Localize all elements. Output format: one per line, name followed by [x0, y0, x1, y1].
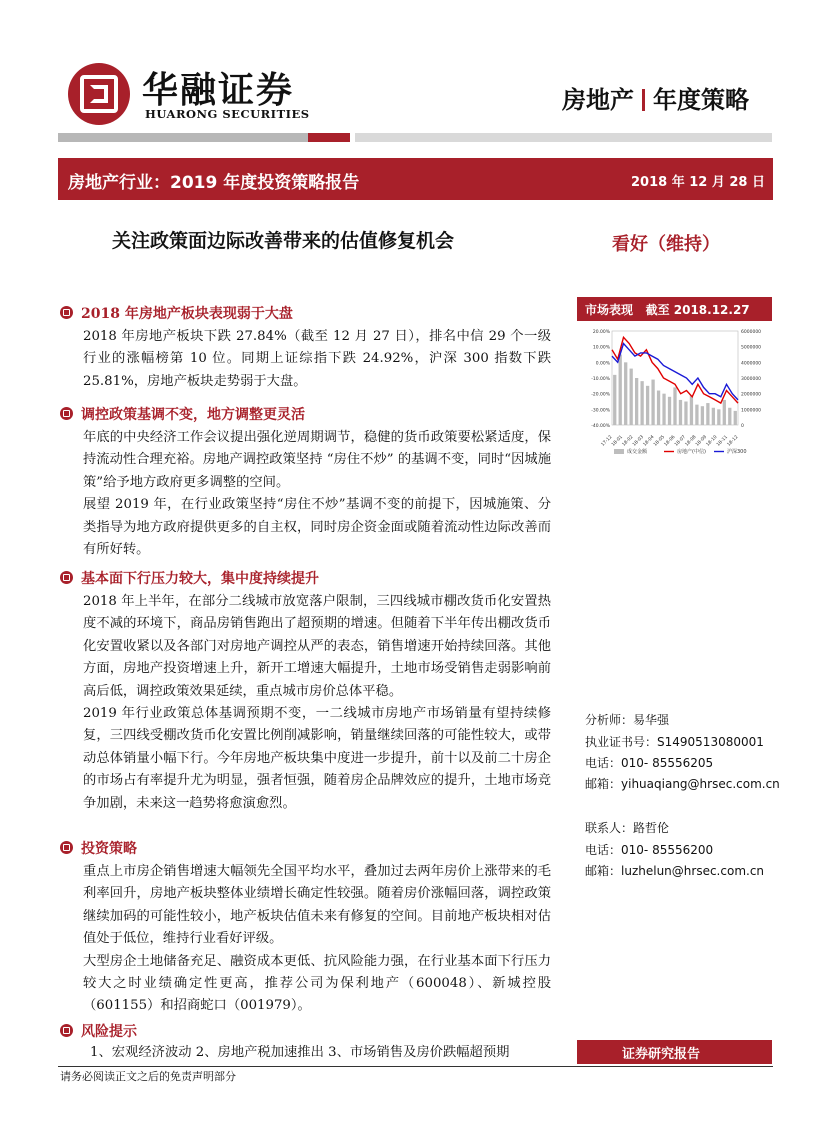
volume-bar: [657, 391, 660, 425]
analyst-name: 易华强: [633, 713, 670, 727]
analyst-row: 分析师：易华强: [585, 713, 670, 727]
paragraph: 2019 年行业政策总体基调预期不变，一二线城市房地产市场销量有望持续修复，三四线受棚改货币化安置比例削减影响，销量继续回落的可能性较大，或带动总体销量小幅下行。今年房地产板块集中度进一步提升，前十以及前二十房企的市场占有率提升尤为明显，强者恒强，随着房企品牌效应的提升，土地市场竞争加剧，未来这一趋势将愈演愈烈。: [83, 706, 551, 811]
x-tick-label: 18-11: [716, 434, 729, 448]
y-left-tick-label: 20.00%: [592, 330, 610, 335]
legend-label: 沪深300: [727, 449, 747, 455]
y-left-tick-label: 0.00%: [595, 361, 610, 367]
x-tick-label: 18-08: [684, 434, 698, 448]
y-left-tick-label: -10.00%: [591, 377, 610, 382]
contact-name: 路哲伦: [633, 821, 670, 835]
company-logo-icon: [68, 63, 130, 125]
x-tick-label: 18-05: [653, 434, 666, 448]
market-header: [585, 301, 750, 318]
section-heading: 风险提示: [60, 1021, 580, 1041]
x-tick-label: 17-12: [600, 434, 614, 448]
legend-label: 成交金额: [627, 449, 648, 455]
legend-label: 房地产(中信): [677, 449, 706, 455]
license-number: S1490513080001: [657, 735, 764, 749]
sector-label: 房地产: [562, 86, 634, 114]
header-stripe-accent: [308, 133, 350, 142]
contact-phone: 010- 85556200: [621, 843, 714, 857]
y-right-tick-label: 5000000: [741, 345, 762, 351]
report-category: [562, 80, 749, 115]
section-bullet-icon: [60, 841, 73, 854]
license-row: 执业证书号：S1490513080001: [585, 735, 764, 749]
contact-email[interactable]: luzhelun@hrsec.com.cn: [621, 864, 765, 878]
market-label: 市场表现: [585, 303, 634, 317]
brand-name-cn: 华融证券: [142, 70, 295, 111]
legend-swatch: [614, 449, 624, 454]
section-4: [60, 838, 551, 1018]
y-right-tick-label: 4000000: [741, 361, 762, 367]
contact-row: 联系人：路哲伦: [585, 821, 670, 835]
volume-bar: [613, 375, 616, 425]
volume-bar: [635, 378, 638, 425]
section-heading: 投资策略: [60, 838, 551, 858]
volume-bar: [684, 402, 687, 426]
section-body: [83, 591, 551, 815]
volume-bar: [668, 397, 671, 425]
report-date: 2018 年 12 月 28 日: [631, 175, 765, 190]
paragraph: 2018 年上半年，在部分二线城市放宽落户限制，三四线城市棚改货币化安置热度不减的环境下，商品房销售跑出了超预期的增速。但随着下半年传出棚改货币化安置收紧以及各部门对房地产调控从严的表态，销售增速开始持续回落。其他方面，房地产投资增速上升，新开工增速大幅提升，土地市场受销售走弱影响前高后低，调控政策效果延续，重点城市房价总体平稳。: [83, 594, 551, 699]
x-tick-label: 18-06: [663, 434, 677, 448]
volume-bar: [662, 394, 665, 425]
section-body: [83, 427, 551, 561]
volume-bar: [690, 395, 693, 425]
y-left-tick-label: -30.00%: [591, 408, 610, 414]
x-tick-label: 18-04: [642, 434, 656, 448]
disclaimer: 请务必阅读正文之后的免责声明部分: [60, 1070, 236, 1083]
phone-row: 电话：010- 85556200: [585, 843, 714, 857]
section-body: [90, 1042, 580, 1064]
x-tick-label: 18-10: [705, 434, 719, 448]
paragraph: 1、宏观经济波动 2、房地产税加速推出 3、市场销售及房价跌幅超预期: [90, 1045, 510, 1060]
header-stripe: [355, 133, 772, 142]
analyst-phone: 010- 85556205: [621, 756, 714, 770]
volume-bar: [695, 405, 698, 425]
section-bullet-icon: [60, 1024, 73, 1037]
volume-bar: [717, 409, 720, 425]
y-right-tick-label: 6000000: [741, 330, 762, 335]
x-tick-label: 18-02: [621, 434, 635, 448]
section-1: [60, 303, 551, 393]
x-tick-label: 18-07: [674, 434, 687, 448]
section-3: [60, 568, 551, 815]
volume-bar: [706, 403, 709, 425]
email-row: 邮箱：luzhelun@hrsec.com.cn: [585, 864, 765, 878]
paragraph: 大型房企土地储备充足、融资成本更低、抗风险能力强，在行业基本面下行压力较大之时业绩确定性更高，推荐公司为保利地产（600048）、新城控股（601155）和招商蛇口（001979）。: [83, 953, 551, 1014]
rating-label: 看好（维持）: [612, 234, 720, 255]
volume-bar: [712, 408, 715, 425]
footer-label: 证券研究报告: [622, 1047, 701, 1062]
report-title: 房地产行业：2019 年度投资策略报告: [68, 173, 360, 193]
header-stripe: [58, 133, 308, 142]
divider: [58, 1066, 773, 1067]
volume-bar: [701, 406, 704, 425]
volume-bar: [651, 380, 654, 425]
volume-bar: [619, 355, 622, 426]
x-tick-label: 18-03: [632, 434, 645, 448]
section-2: [60, 404, 551, 561]
volume-bar: [624, 362, 627, 425]
y-right-tick-label: 2000000: [741, 392, 762, 398]
market-chart: [590, 325, 770, 470]
y-right-tick-label: 0: [741, 424, 744, 429]
y-left-tick-label: 10.00%: [592, 345, 610, 351]
section-body: [83, 861, 551, 1018]
email-row: 邮箱：yihuaqiang@hrsec.com.cn: [585, 777, 780, 791]
analyst-email[interactable]: yihuaqiang@hrsec.com.cn: [621, 777, 780, 791]
section-bullet-icon: [60, 306, 73, 319]
section-heading: 2018 年房地产板块表现弱于大盘: [60, 303, 551, 323]
section-heading: 基本面下行压力较大，集中度持续提升: [60, 568, 551, 588]
section-heading: 调控政策基调不变，地方调整更灵活: [60, 404, 551, 424]
volume-bar: [640, 381, 643, 425]
divider: [642, 89, 645, 111]
y-right-tick-label: 3000000: [741, 377, 762, 382]
x-tick-label: 18-09: [695, 434, 708, 448]
market-date: 截至 2018.12.27: [645, 303, 750, 317]
volume-bar: [679, 400, 682, 425]
report-subtitle: 关注政策面边际改善带来的估值修复机会: [112, 230, 455, 252]
paragraph: 展望 2019 年，在行业政策坚持“房住不炒”基调不变的前提下，因城施策、分类指导为地方政府提供更多的自主权，同时房企资金面或随着流动性边际改善而有所好转。: [83, 497, 551, 558]
paragraph: 年底的中央经济工作会议提出强化逆周期调节，稳健的货币政策要松紧适度，保持流动性合理充裕。房地产调控政策坚持 “房住不炒” 的基调不变，同时“因城施策”给予地方政府更多调整的空间。: [83, 430, 551, 490]
section-body: [83, 326, 551, 393]
brand-name-en: HUARONG SECURITIES: [145, 107, 310, 121]
paragraph: 重点上市房企销售增速大幅领先全国平均水平，叠加过去两年房价上涨带来的毛利率回升，房地产板块整体业绩增长确定性较强。随着房价涨幅回落，调控政策继续加码的可能性较小，地产板块估值未来有修复的空间。目前地产板块相对估值处于低位，维持行业看好评级。: [83, 864, 551, 947]
section-bullet-icon: [60, 407, 73, 420]
section-bullet-icon: [60, 571, 73, 584]
volume-bar: [723, 400, 726, 425]
volume-bar: [734, 411, 737, 425]
volume-bar: [646, 386, 649, 425]
y-left-tick-label: -20.00%: [591, 392, 610, 398]
section-5: [60, 1021, 580, 1064]
paragraph: 2018 年房地产板块下跌 27.84%（截至 12 月 27 日），排名中信 29 个一级行业的涨幅榜第 10 位。同期上证综指下跌 24.92%，沪深 300 指数下跌 25.81%，房地产板块走势弱于大盘。: [83, 329, 551, 389]
x-tick-label: 18-12: [726, 434, 740, 448]
x-tick-label: 18-01: [611, 434, 624, 448]
y-right-tick-label: 1000000: [741, 408, 762, 414]
volume-bar: [673, 387, 676, 425]
volume-bar: [728, 408, 731, 425]
volume-bar: [630, 369, 633, 425]
doc-type-label: 年度策略: [653, 86, 749, 114]
y-left-tick-label: -40.00%: [591, 424, 610, 429]
phone-row: 电话：010- 85556205: [585, 756, 714, 770]
